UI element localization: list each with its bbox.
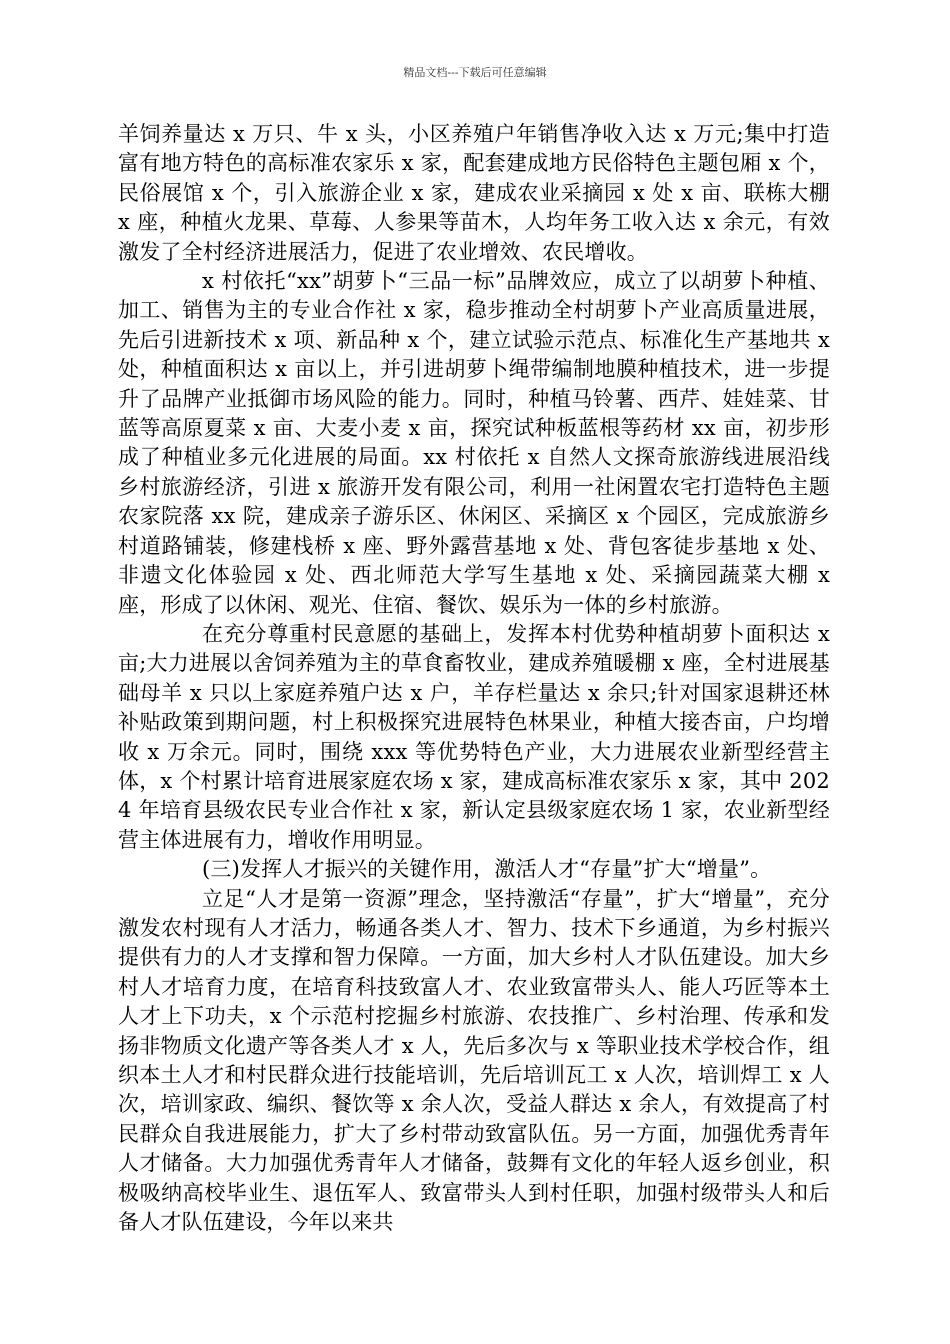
paragraph-1: 羊饲养量达 x 万只、牛 x 头，小区养殖户年销售净收入达 x 万元;集中打造富有地方特色的高标准农家乐 x 家，配套建成地方民俗特色主题包厢 x 个，民俗展馆 x 个，引入旅游企业 x 家，建成农业采摘园 x 处 x 亩、联栋大棚 x 座，种植火龙果、草莓、人参果等苗木，人均年务工收入达 x 余元，有效激发了全村经济进展活力，促进了农业增效、农民增收。	[118, 122, 830, 264]
page-header: 精品文档---下载后可任意编辑	[403, 66, 547, 79]
paragraph-3: 在充分尊重村民意愿的基础上，发挥本村优势种植胡萝卜面积达 x 亩;大力进展以舍饲养殖为主的草食畜牧业，建成养殖暖棚 x 座，全村进展基础母羊 x 只以上家庭养殖户达 x 户，羊存栏量达 x 余只;针对国家退耕还林补贴政策到期问题，村上积极探究进展特色林果业，种植大接杏亩，户均增收 x 万余元。同时，围绕 xxx 等优势特色产业，大力进展农业新型经营主体，x 个村累计培育进展家庭农场 x 家，建成高标准农家乐 x 家，其中 2024 年培育县级农民专业合作社 x 家，新认定县级家庭农场 1 家，农业新型经营主体进展有力，增收作用明显。	[118, 621, 830, 852]
paragraph-4: 立足“人才是第一资源”理念，坚持激活“存量”，扩大“增量”，充分激发农村现有人才活力，畅通各类人才、智力、技术下乡通道，为乡村振兴提供有力的人才支撑和智力保障。一方面，加大乡村人才队伍建设。加大乡村人才培育力度，在培育科技致富人才、农业致富带头人、能人巧匠等本土人才上下功夫，x 个示范村挖掘乡村旅游、农技推广、乡村治理、传承和发扬非物质文化遗产等各类人才 x 人，先后多次与 x 等职业技术学校合作，组织本土人才和村民群众进行技能培训，先后培训瓦工 x 人次，培训焊工 x 人次，培训家政、编织、餐饮等 x 余人次，受益人群达 x 余人，有效提高了村民群众自我进展能力，扩大了乡村带动致富队伍。另一方面，加强优秀青年人才储备。大力加强优秀青年人才储备，鼓舞有文化的年轻人返乡创业，积极吸纳高校毕业生、退伍军人、致富带头人到村任职，加强村级带头人和后备人才队伍建设，今年以来共	[118, 886, 830, 1235]
paragraph-2: x 村依托“xx”胡萝卜“三品一标”品牌效应，成立了以胡萝卜种植、加工、销售为主的专业合作社 x 家，稳步推动全村胡萝卜产业高质量进展，先后引进新技术 x 项、新品种 x 个，建立试验示范点、标准化生产基地共 x 处，种植面积达 x 亩以上，并引进胡萝卜绳带编制地膜种植技术，进一步提升了品牌产业抵御市场风险的能力。同时，种植马铃薯、西芹、娃娃菜、甘蓝等高原夏菜 x 亩、大麦小麦 x 亩，探究试种板蓝根等药材 xx 亩，初步形成了种植业多元化进展的局面。xx 村依托 x 自然人文探奇旅游线进展沿线乡村旅游经济，引进 x 旅游开发有限公司，利用一社闲置农宅打造特色主题农家院落 xx 院，建成亲子游乐区、休闲区、采摘区 x 个园区，完成旅游乡村道路铺装，修建栈桥 x 座、野外露营基地 x 处、背包客徒步基地 x 处、非遗文化体验园 x 处、西北师范大学写生基地 x 处、采摘园蔬菜大棚 x 座，形成了以休闲、观光、住宿、餐饮、娱乐为一体的乡村旅游。	[118, 269, 830, 617]
section-heading-3: (三)发挥人才振兴的关键作用，激活人才“存量”扩大“增量”。	[202, 857, 772, 882]
document-body	[118, 120, 830, 1237]
